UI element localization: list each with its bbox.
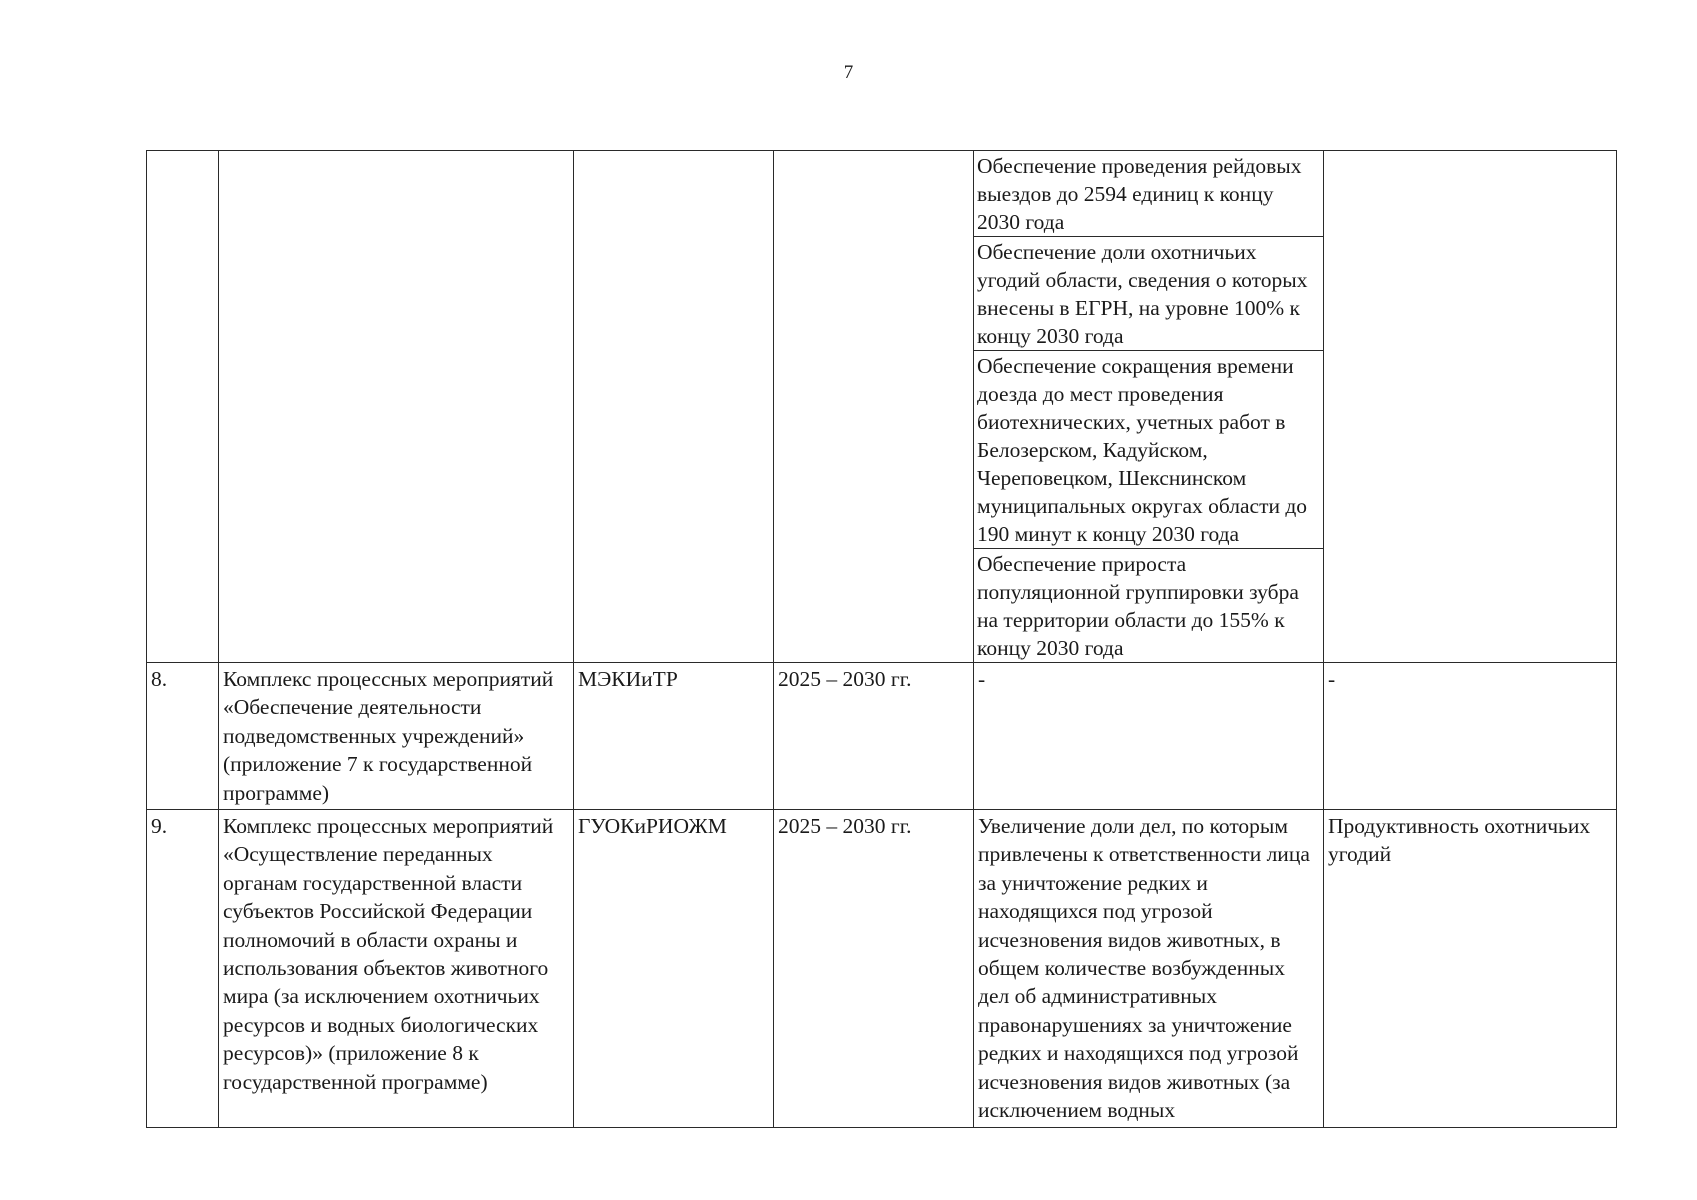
responsible-cell: ГУОКиРИОЖМ: [574, 810, 774, 1127]
goal-indicator-cell: Продуктивность охотничьих угодий: [1324, 810, 1617, 1127]
measure-name-cell: [219, 151, 574, 663]
row-number-cell: 9.: [147, 810, 219, 1127]
indicators-cell: [974, 151, 1324, 663]
row-number-cell: 8.: [147, 663, 219, 810]
row-number-cell: [147, 151, 219, 663]
page-number: 7: [843, 62, 854, 83]
measure-name-cell: Комплекс процессных мероприятий «Осуществление переданных органам государственной власти субъектов Российской Федерации полномочий в области охраны и использования объектов животного мира (за исключением охотничьих ресурсов и водных биологических ресурсов)» (приложение 8 к государственной программе): [219, 810, 574, 1127]
indicator-item: Обеспечение доли охотничьих угодий области, сведения о которых внесены в ЕГРН, на уровне 100% к концу 2030 года: [974, 237, 1323, 351]
period-cell: [774, 151, 974, 663]
program-table: [146, 150, 1617, 1128]
table-row: [147, 663, 1617, 810]
measure-name-cell: Комплекс процессных мероприятий «Обеспечение деятельности подведомственных учреждений» (приложение 7 к государственной программе): [219, 663, 574, 810]
table-row: [147, 151, 1617, 663]
responsible-cell: [574, 151, 774, 663]
goal-indicator-cell: [1324, 151, 1617, 663]
indicator-item: Обеспечение проведения рейдовых выездов до 2594 единиц к концу 2030 года: [974, 151, 1323, 237]
indicator-item: Обеспечение прироста популяционной группировки зубра на территории области до 155% к концу 2030 года: [977, 552, 1299, 660]
table-row: [147, 810, 1617, 1127]
indicator-item: Обеспечение сокращения времени доезда до мест проведения биотехнических, учетных работ в Белозерском, Кадуйском, Череповецком, Шекснинском муниципальных округах области до 190 минут к концу 2030 года: [974, 351, 1323, 549]
indicator-cell: Увеличение доли дел, по которым привлечены к ответственности лица за уничтожение редких и находящихся под угрозой исчезновения видов животных, в общем количестве возбужденных дел об административных правонарушениях за уничтожение редких и находящихся под угрозой исчезновения видов животных (за исключением водных: [974, 810, 1324, 1127]
responsible-cell: МЭКИиТР: [574, 663, 774, 810]
period-cell: 2025 – 2030 гг.: [774, 810, 974, 1127]
indicator-cell: -: [974, 663, 1324, 810]
goal-indicator-cell: -: [1324, 663, 1617, 810]
period-cell: 2025 – 2030 гг.: [774, 663, 974, 810]
